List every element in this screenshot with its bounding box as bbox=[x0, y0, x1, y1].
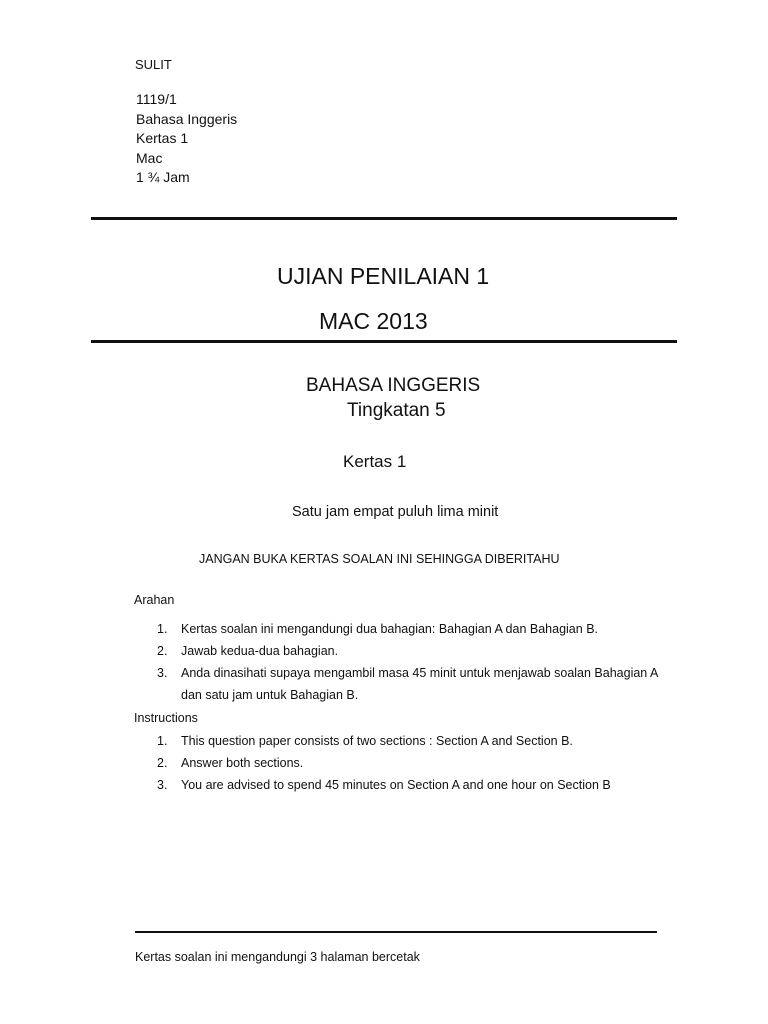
footer-note: Kertas soalan ini mengandungi 3 halaman bercetak bbox=[135, 950, 420, 964]
list-item-text: Kertas soalan ini mengandungi dua bahagian: Bahagian A dan Bahagian B. bbox=[181, 622, 598, 636]
exam-date: MAC 2013 bbox=[319, 308, 428, 334]
warning-text: JANGAN BUKA KERTAS SOALAN INI SEHINGGA DIBERITAHU bbox=[199, 552, 560, 566]
exam-title: UJIAN PENILAIAN 1 bbox=[277, 263, 490, 289]
list-item-number: 2. bbox=[157, 644, 168, 658]
list-item-number: 3. bbox=[157, 666, 168, 680]
paper-code: 1119/1 bbox=[136, 91, 177, 107]
top-divider bbox=[91, 217, 677, 220]
paper-subject: Bahasa Inggeris bbox=[136, 110, 238, 127]
form-heading: Tingkatan 5 bbox=[347, 400, 446, 421]
list-item-text: dan satu jam untuk Bahagian B. bbox=[181, 688, 359, 702]
list-item-text: This question paper consists of two sections : Section A and Section B. bbox=[181, 734, 573, 748]
list-item-text: Jawab kedua-dua bahagian. bbox=[181, 644, 339, 658]
list-item-number: 1. bbox=[157, 622, 168, 636]
classification-label: SULIT bbox=[135, 57, 172, 72]
arahan-label: Arahan bbox=[134, 593, 175, 607]
list-item-text: Answer both sections. bbox=[181, 756, 304, 770]
paper-meta-block bbox=[136, 90, 237, 188]
instructions-label: Instructions bbox=[134, 711, 198, 725]
paper-heading: Kertas 1 bbox=[343, 452, 407, 471]
footer-divider bbox=[135, 931, 657, 933]
list-item-text: Anda dinasihati supaya mengambil masa 45 minit untuk menjawab soalan Bahagian A bbox=[181, 666, 659, 680]
paper-month: Mac bbox=[136, 149, 163, 166]
title-divider bbox=[91, 340, 677, 343]
list-item-text: You are advised to spend 45 minutes on Section A and one hour on Section B bbox=[181, 778, 611, 792]
paper-duration: 1 ¾ Jam bbox=[136, 169, 190, 185]
list-item-number: 3. bbox=[157, 778, 168, 792]
duration-text: Satu jam empat puluh lima minit bbox=[292, 504, 499, 520]
paper-number: Kertas 1 bbox=[136, 130, 189, 146]
subject-heading: BAHASA INGGERIS bbox=[306, 375, 481, 396]
list-item-number: 1. bbox=[157, 734, 168, 748]
list-item-number: 2. bbox=[157, 756, 168, 770]
